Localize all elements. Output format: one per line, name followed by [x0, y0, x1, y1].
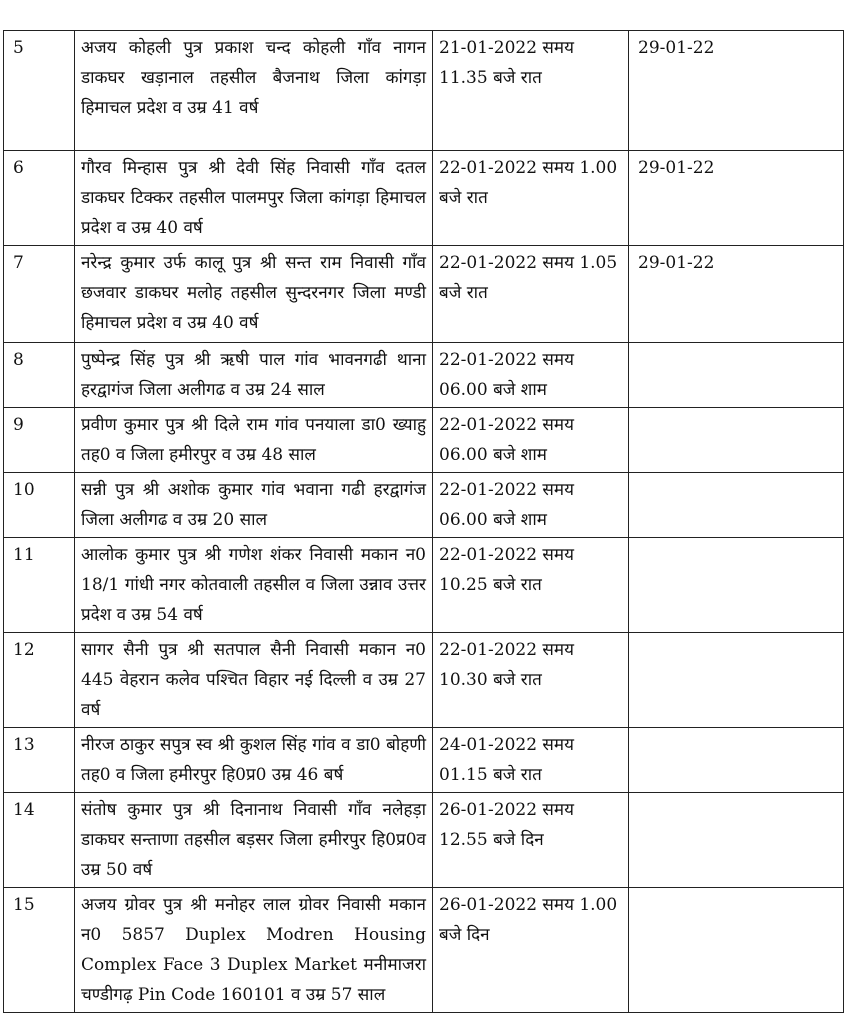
release-date-cell — [629, 793, 844, 888]
serial-number-cell: 15 — [4, 888, 75, 1013]
table-row — [4, 31, 844, 151]
person-details-cell: संतोष कुमार पुत्र श्री दिनानाथ निवासी गाँव नलेहड़ा डाकघर सन्ताणा तहसील बड़सर जिला हमीरपुर हि0प्र0व उम्र 50 वर्ष — [75, 793, 433, 888]
serial-number-cell: 10 — [4, 473, 75, 538]
date-time-cell: 22-01-2022 समय 10.30 बजे रात — [433, 633, 629, 728]
date-time-cell: 22-01-2022 समय 1.00 बजे रात — [433, 151, 629, 246]
person-details-cell: पुष्पेन्द्र सिंह पुत्र श्री ऋषी पाल गांव भावनगढी थाना हरद्वागंज जिला अलीगढ व उम्र 24 साल — [75, 343, 433, 408]
release-date-cell — [629, 888, 844, 1013]
release-date-cell — [629, 728, 844, 793]
records-table-body — [4, 31, 844, 1013]
table-row — [4, 538, 844, 633]
date-time-cell: 24-01-2022 समय 01.15 बजे रात — [433, 728, 629, 793]
date-time-cell: 22-01-2022 समय 06.00 बजे शाम — [433, 473, 629, 538]
serial-number-cell: 9 — [4, 408, 75, 473]
table-row — [4, 633, 844, 728]
serial-number-cell: 5 — [4, 31, 75, 151]
date-time-cell: 21-01-2022 समय 11.35 बजे रात — [433, 31, 629, 151]
table-row — [4, 728, 844, 793]
release-date-cell — [629, 343, 844, 408]
serial-number-cell: 11 — [4, 538, 75, 633]
person-details-cell: आलोक कुमार पुत्र श्री गणेश शंकर निवासी मकान न0 18/1 गांधी नगर कोतवाली तहसील व जिला उन्नाव उत्तर प्रदेश व उम्र 54 वर्ष — [75, 538, 433, 633]
table-row — [4, 408, 844, 473]
date-time-cell: 22-01-2022 समय 06.00 बजे शाम — [433, 408, 629, 473]
person-details-cell: प्रवीण कुमार पुत्र श्री दिले राम गांव पनयाला डा0 ख्याहु तह0 व जिला हमीरपुर व उम्र 48 साल — [75, 408, 433, 473]
serial-number-cell: 12 — [4, 633, 75, 728]
date-time-cell: 22-01-2022 समय 10.25 बजे रात — [433, 538, 629, 633]
person-details-cell: अजय ग्रोवर पुत्र श्री मनोहर लाल ग्रोवर निवासी मकान न0 5857 Duplex Modren Housing Complex Face 3 Duplex Market मनीमाजरा चण्डीगढ़ Pin Code 160101 व उम्र 57 साल — [75, 888, 433, 1013]
table-row — [4, 151, 844, 246]
date-time-cell: 22-01-2022 समय 1.05 बजे रात — [433, 246, 629, 343]
person-details-cell: सन्नी पुत्र श्री अशोक कुमार गांव भवाना गढी हरद्वागंज जिला अलीगढ व उम्र 20 साल — [75, 473, 433, 538]
serial-number-cell: 8 — [4, 343, 75, 408]
table-row — [4, 888, 844, 1013]
date-time-cell: 26-01-2022 समय 1.00 बजे दिन — [433, 888, 629, 1013]
person-details-cell: नीरज ठाकुर सपुत्र स्व श्री कुशल सिंह गांव व डा0 बोहणी तह0 व जिला हमीरपुर हि0प्र0 उम्र 46 बर्ष — [75, 728, 433, 793]
table-row — [4, 246, 844, 343]
table-row — [4, 343, 844, 408]
serial-number-cell: 13 — [4, 728, 75, 793]
person-details-cell: सागर सैनी पुत्र श्री सतपाल सैनी निवासी मकान न0 445 वेहरान कलेव पश्चित विहार नई दिल्ली व उम्र 27 वर्ष — [75, 633, 433, 728]
release-date-cell — [629, 408, 844, 473]
serial-number-cell: 6 — [4, 151, 75, 246]
date-time-cell: 22-01-2022 समय 06.00 बजे शाम — [433, 343, 629, 408]
release-date-cell: 29-01-22 — [629, 246, 844, 343]
release-date-cell — [629, 473, 844, 538]
table-row — [4, 793, 844, 888]
person-details-cell: गौरव मिन्हास पुत्र श्री देवी सिंह निवासी गाँव दतल डाकघर टिक्कर तहसील पालमपुर जिला कांगड़ा हिमाचल प्रदेश व उम्र 40 वर्ष — [75, 151, 433, 246]
serial-number-cell: 14 — [4, 793, 75, 888]
table-row — [4, 473, 844, 538]
release-date-cell: 29-01-22 — [629, 151, 844, 246]
release-date-cell — [629, 538, 844, 633]
date-time-cell: 26-01-2022 समय 12.55 बजे दिन — [433, 793, 629, 888]
serial-number-cell: 7 — [4, 246, 75, 343]
person-details-cell: अजय कोहली पुत्र प्रकाश चन्द कोहली गाँव नागन डाकघर खड़ानाल तहसील बैजनाथ जिला कांगड़ा हिमाचल प्रदेश व उम्र 41 वर्ष — [75, 31, 433, 151]
release-date-cell — [629, 633, 844, 728]
records-table — [3, 30, 844, 1013]
release-date-cell: 29-01-22 — [629, 31, 844, 151]
person-details-cell: नरेन्द्र कुमार उर्फ कालू पुत्र श्री सन्त राम निवासी गाँव छजवार डाकघर मलोह तहसील सुन्दरनगर जिला मण्डी हिमाचल प्रदेश व उम्र 40 वर्ष — [75, 246, 433, 343]
